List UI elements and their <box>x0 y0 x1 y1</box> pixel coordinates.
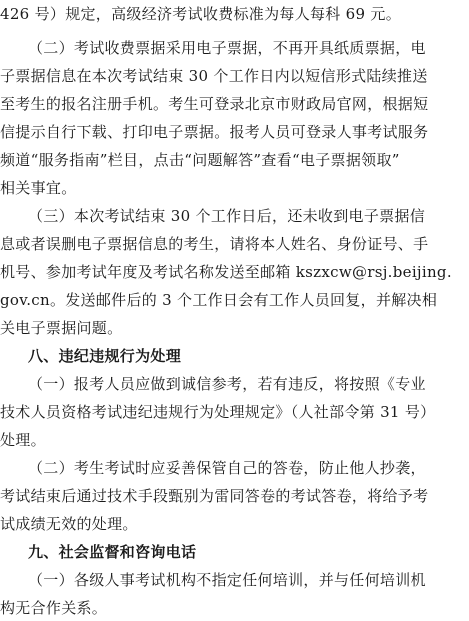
paragraph-start: （一）各级人事考试机构不指定任何培训，并与任何培训机 <box>28 571 426 589</box>
text-line: 信提示自行下载、打印电子票据。报考人员可登录人事考试服务 <box>0 123 429 141</box>
text-line: 相关事宜。 <box>0 179 77 197</box>
text-line: 至考生的报名注册手机。考生可登录北京市财政局官网，根据短 <box>0 95 429 113</box>
text-line: 机号、参加考试年度及考试名称发送至邮箱 kszxcw@rsj.beijing. <box>0 263 452 281</box>
paragraph-start: （三）本次考试结束 30 个工作日后，还未收到电子票据信 <box>28 207 426 225</box>
text-line: 关电子票据问题。 <box>0 319 123 337</box>
text-line: gov.cn。发送邮件后的 3 个工作日会有工作人员回复，并解决相 <box>0 291 438 309</box>
text-line: 426 号）规定，高级经济考试收费标准为每人每科 69 元。 <box>0 5 402 23</box>
text-line: 技术人员资格考试违纪违规行为处理规定》（人社部令第 31 号） <box>0 403 436 421</box>
paragraph-start: （一）报考人员应做到诚信参考，若有违反，将按照《专业 <box>28 375 426 393</box>
section-heading: 九、社会监督和咨询电话 <box>28 543 197 561</box>
text-line: 处理。 <box>0 431 46 449</box>
text-line: 考试结束后通过技术手段甄别为雷同答卷的考试答卷，将给予考 <box>0 487 429 505</box>
paragraph-start: （二）考生考试时应妥善保管自己的答卷，防止他人抄袭， <box>28 459 426 477</box>
text-line: 息或者误删电子票据信息的考生，请将本人姓名、身份证号、手 <box>0 235 429 253</box>
text-line: 试成绩无效的处理。 <box>0 515 138 533</box>
text-line: 频道“服务指南”栏目，点击“问题解答”查看“电子票据领取” <box>0 151 400 169</box>
text-line: 构无合作关系。 <box>0 599 108 617</box>
paragraph-start: （二）考试收费票据采用电子票据，不再开具纸质票据，电 <box>28 39 426 57</box>
text-line: 子票据信息在本次考试结束 30 个工作日内以短信形式陆续推送 <box>0 67 428 85</box>
section-heading: 八、违纪违规行为处理 <box>28 347 182 365</box>
